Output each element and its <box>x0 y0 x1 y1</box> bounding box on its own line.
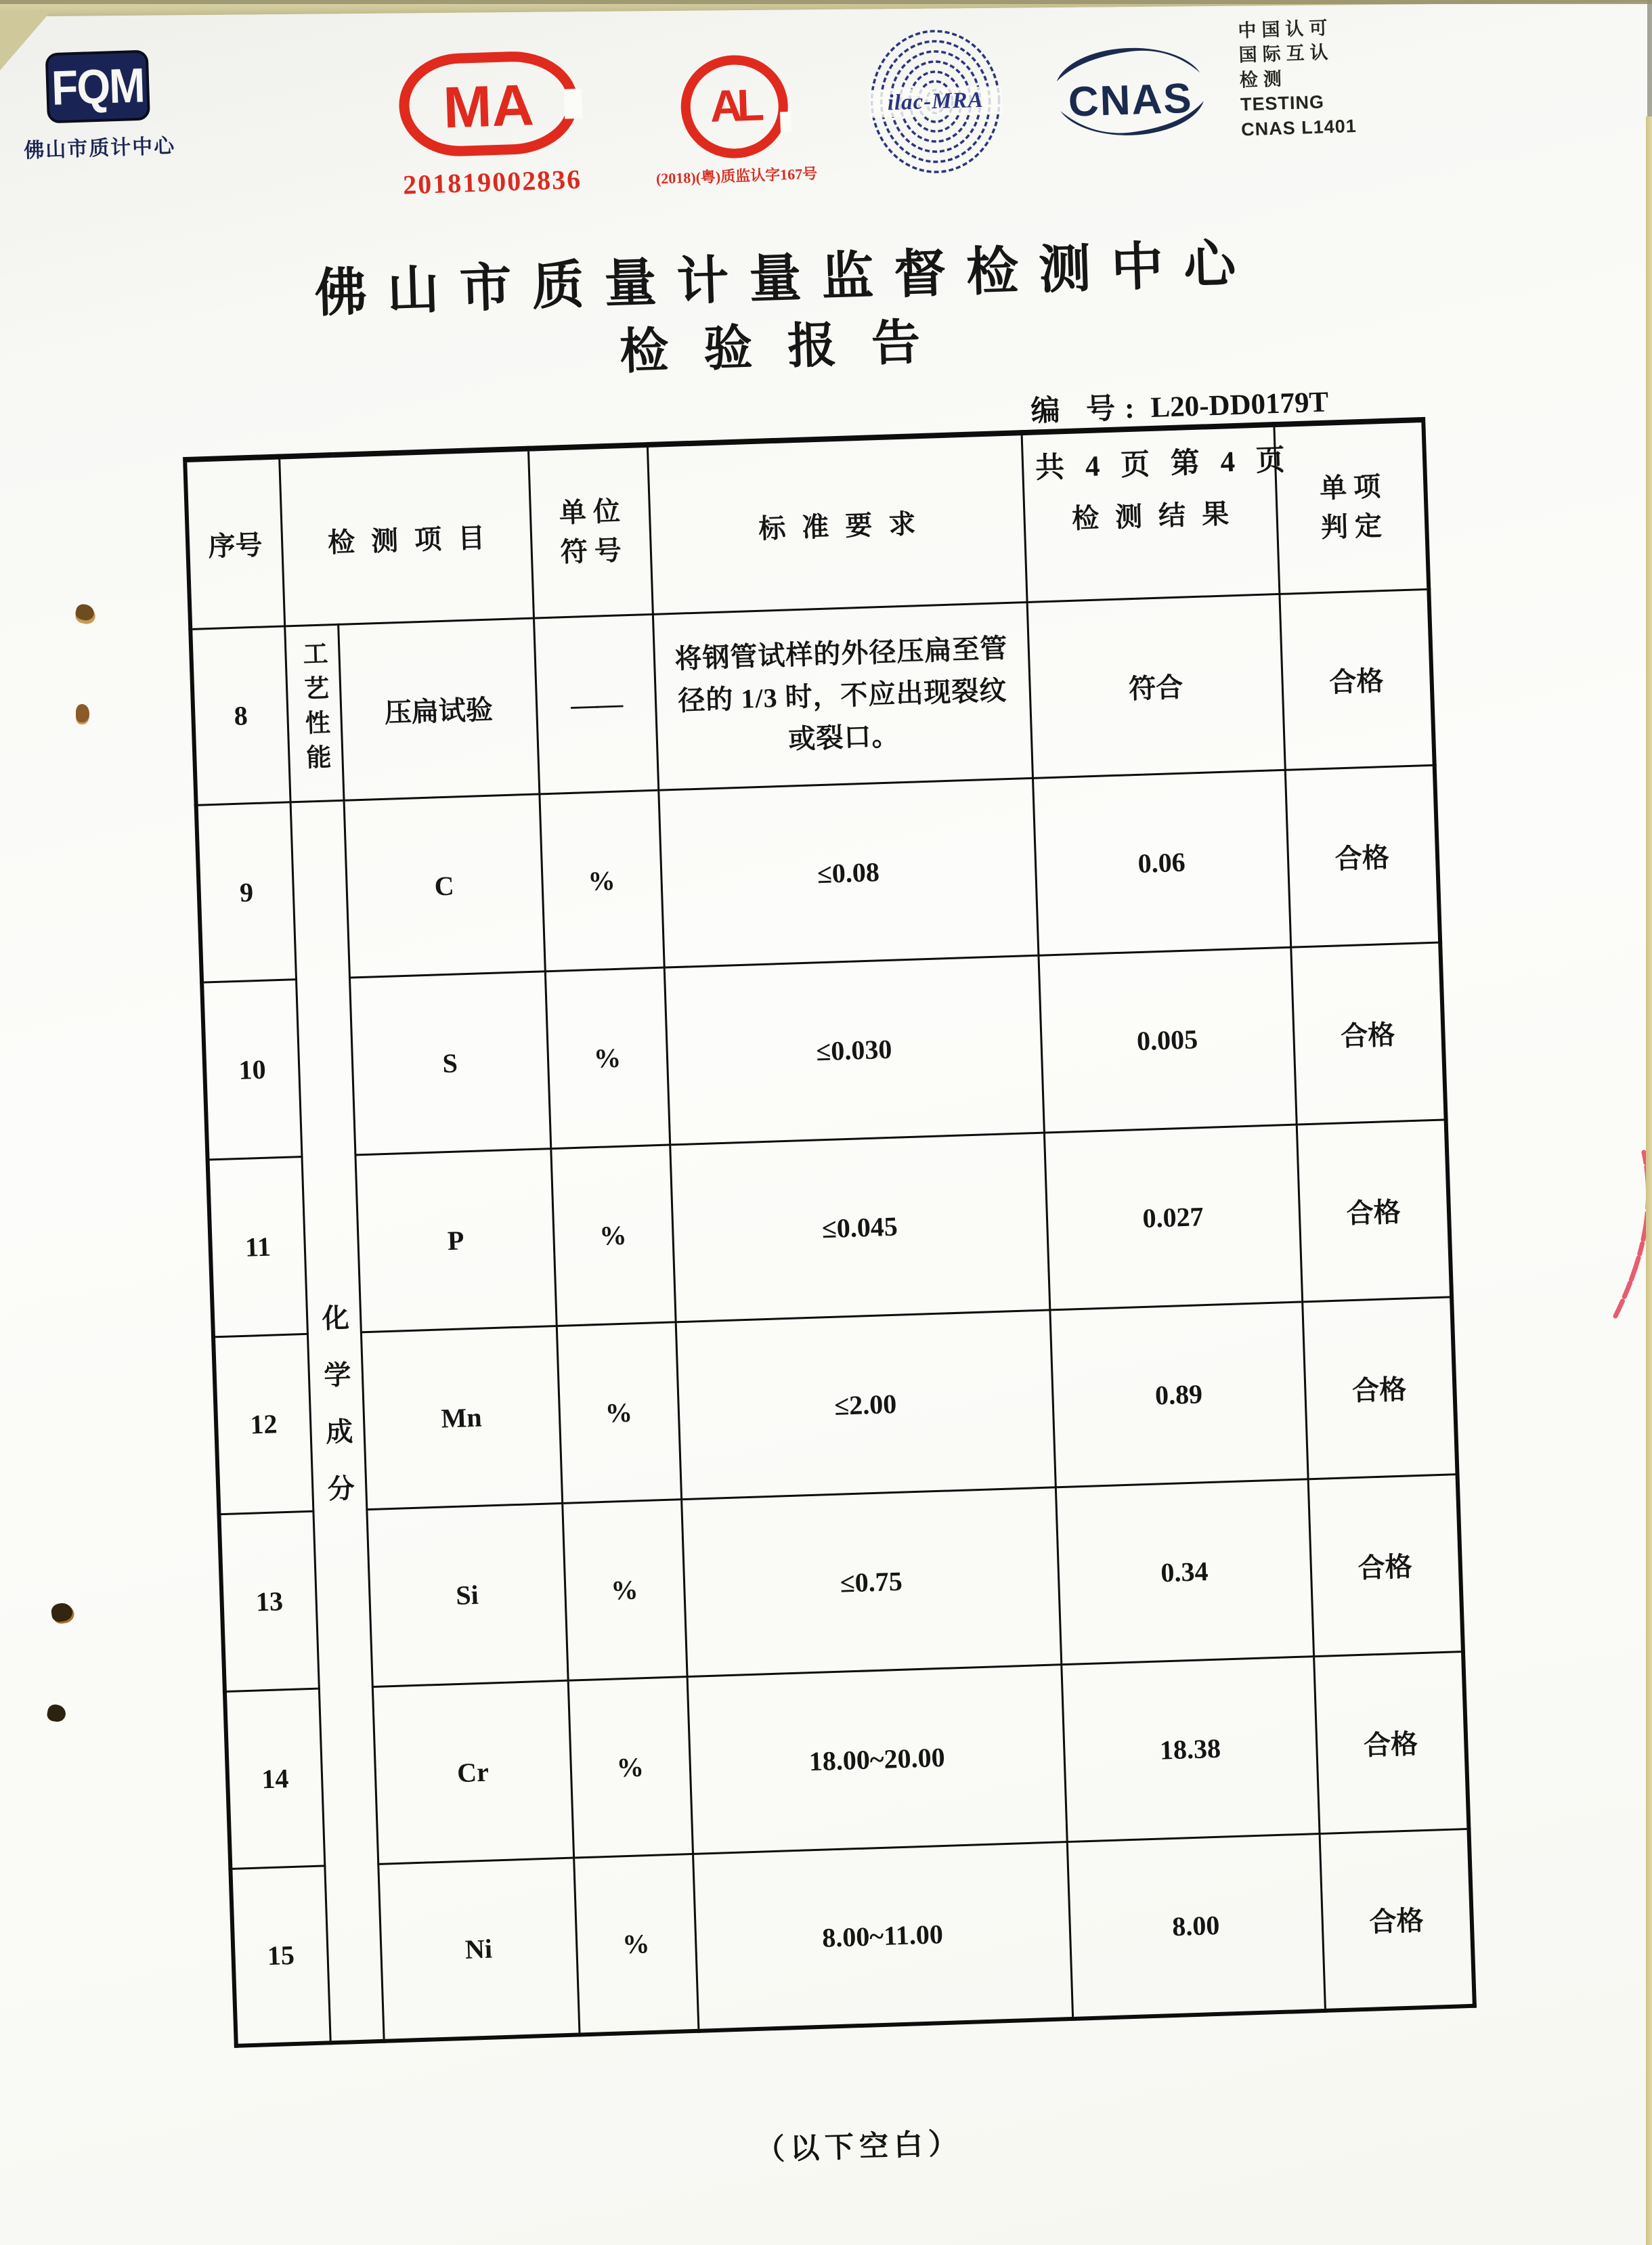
col-header-judgment-line1: 单项 <box>1319 471 1388 504</box>
cnas-logo <box>1046 35 1215 150</box>
cell-item: S <box>349 971 550 1154</box>
cell-no: 8 <box>190 626 290 804</box>
cell-unit: % <box>545 967 670 1149</box>
ilac-mra-fingerprint-icon <box>867 26 1004 177</box>
cell-no: 14 <box>225 1688 324 1869</box>
cell-no: 15 <box>230 1865 330 2045</box>
cell-no: 13 <box>219 1511 318 1691</box>
col-header-judgment-line2: 判定 <box>1320 510 1389 544</box>
ilac-mra-label: ilac-MRA <box>869 86 1002 118</box>
cell-judgment: 合格 <box>1290 942 1446 1125</box>
cell-unit: % <box>573 1854 698 2035</box>
fqm-caption: 佛山市质计中心 <box>23 135 176 162</box>
cnas-caption-line: 国际互认 <box>1238 42 1334 66</box>
cell-unit: % <box>557 1322 681 1503</box>
cell-judgment: 合格 <box>1302 1296 1457 1479</box>
cell-no: 9 <box>196 802 296 982</box>
cell-standard: ≤0.045 <box>670 1133 1049 1322</box>
cell-unit: —— <box>534 614 658 794</box>
cell-unit: % <box>568 1676 693 1858</box>
cell-judgment: 合格 <box>1308 1474 1463 1656</box>
cell-judgment: 合格 <box>1313 1651 1469 1833</box>
cell-standard: 8.00~11.00 <box>693 1841 1072 2031</box>
cell-item: P <box>355 1148 556 1332</box>
cell-unit: % <box>562 1499 687 1680</box>
cma-certificate-number: 201819002836 <box>402 163 582 200</box>
cell-result: 0.89 <box>1049 1301 1307 1487</box>
cell-item: C <box>344 793 545 977</box>
cell-result: 0.027 <box>1044 1125 1302 1310</box>
page-info: 共 4 页 第 4 页 <box>1035 444 1292 485</box>
cell-no: 10 <box>202 979 301 1159</box>
cell-standard: ≤2.00 <box>676 1309 1056 1499</box>
blank-below-note: （以下空白） <box>755 2128 963 2167</box>
cell-standard: ≤0.030 <box>664 955 1044 1145</box>
organization-title: 佛山市质量计量监督检测中心 <box>313 234 1257 323</box>
cell-judgment: 合格 <box>1320 1829 1475 2011</box>
cell-item: Mn <box>361 1326 562 1509</box>
report-number-label: 编 号: <box>1030 392 1145 428</box>
cnas-caption-line: 中国认可 <box>1238 18 1333 41</box>
cell-item: Ni <box>378 1858 579 2041</box>
cal-certification-icon <box>679 53 789 160</box>
cell-result: 8.00 <box>1067 1833 1325 2019</box>
results-table-wrapper <box>183 417 1477 2048</box>
cell-result: 0.06 <box>1032 770 1290 955</box>
cell-no: 11 <box>208 1156 307 1336</box>
cnas-caption-line: 检测 <box>1239 68 1288 91</box>
cnas-caption <box>1238 12 1445 142</box>
cell-standard: ≤0.75 <box>681 1487 1061 1676</box>
cell-result: 0.005 <box>1038 947 1296 1133</box>
col-header-no: 序号 <box>185 457 284 629</box>
cell-item: 压扁试验 <box>338 618 539 800</box>
cell-group-process <box>284 624 343 802</box>
results-table <box>183 417 1477 2048</box>
col-header-unit <box>528 445 653 618</box>
col-header-unit-line2: 符号 <box>560 535 629 568</box>
col-header-standard: 标准要求 <box>647 433 1027 614</box>
cell-result: 符合 <box>1027 594 1285 778</box>
cell-result: 18.38 <box>1061 1656 1319 1841</box>
col-header-judgment <box>1274 420 1429 594</box>
fqm-logo <box>45 50 150 124</box>
cell-judgment: 合格 <box>1297 1119 1452 1301</box>
col-header-unit-line1: 单位 <box>559 496 628 529</box>
cell-unit: % <box>550 1144 675 1326</box>
group-label-process: 工艺性能 <box>298 640 330 779</box>
report-title: 检验报告 <box>619 314 957 380</box>
cell-judgment: 合格 <box>1279 589 1434 770</box>
cell-no: 12 <box>213 1334 313 1514</box>
report-number-value: L20-DD0179T <box>1150 386 1329 424</box>
cnas-caption-line: TESTING <box>1240 91 1325 115</box>
col-header-item: 检测项目 <box>279 449 534 626</box>
cell-item: Si <box>366 1503 567 1686</box>
cma-letters: MA <box>442 72 535 140</box>
cell-standard: ≤0.08 <box>658 778 1038 967</box>
margin-speck <box>76 704 89 722</box>
cell-unit: % <box>539 790 664 972</box>
red-pen-mark <box>1592 1146 1652 1328</box>
cal-letters: AL <box>709 79 760 131</box>
cell-standard: 将钢管试样的外径压扁至管径的 1/3 时，不应出现裂纹或裂口。 <box>653 602 1032 790</box>
scanner-top-edge <box>0 0 1652 4</box>
cell-judgment: 合格 <box>1285 765 1440 947</box>
scanner-edge-dark <box>1647 0 1652 121</box>
cell-standard: 18.00~20.00 <box>687 1664 1067 1854</box>
group-label-chemical: 化学成分 <box>318 1303 356 1532</box>
cal-certificate-number: (2018)(粤)质监认字167号 <box>655 165 818 188</box>
fqm-logo-text: FQM <box>50 58 145 116</box>
col-header-result: 检测结果 <box>1022 424 1280 602</box>
svg-text:CNAS: CNAS <box>1067 74 1194 126</box>
scanner-edge-strip <box>1646 116 1652 2245</box>
cell-result: 0.34 <box>1056 1479 1313 1664</box>
cell-item: Cr <box>372 1680 573 1864</box>
cma-certification-icon <box>397 49 580 158</box>
cnas-caption-line: CNAS L1401 <box>1240 115 1357 140</box>
